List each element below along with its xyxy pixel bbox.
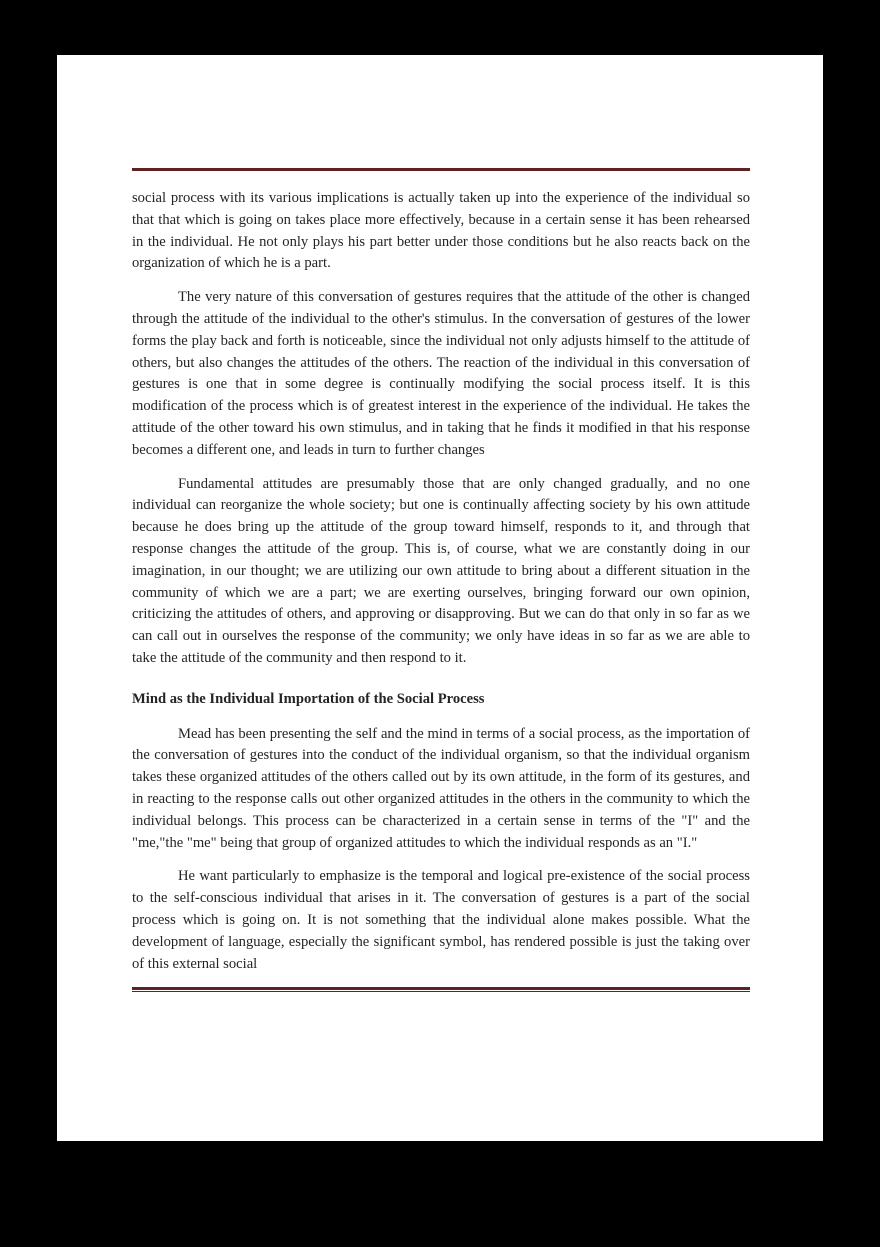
document-page	[57, 55, 823, 1141]
section-heading: Mind as the Individual Importation of the Social Process	[132, 690, 485, 707]
paragraph: He want particularly to emphasize is the temporal and logical pre-existence of the social process to the self-conscious individual that arises in it. The conversation of gestures is a part of the social process which is going on. It is not something that the individual alone makes possible. What the development of language, especially the significant symbol, has rendered possible is just the taking over of this external social	[132, 868, 750, 972]
top-rule	[132, 168, 750, 171]
paragraph: Mead has been presenting the self and the mind in terms of a social process, as the importation of the conversation of gestures into the conduct of the individual organism, so that the individual organism takes these organized attitudes of the others called out by its own attitude, in the form of its gestures, and in reacting to the response calls out other organized attitudes in the others in the community to which the individual belongs. This process can be characterized in a certain sense in terms of the "I" and the "me,"the "me" being that group of organized attitudes to which the individual responds as an "I."	[132, 725, 750, 851]
paragraph: Fundamental attitudes are presumably those that are only changed gradually, and no one individual can reorganize the whole society; but one is continually affecting society by his own attitude because he does bring up the attitude of the group toward himself, responds to it, and through that response changes the attitude of the group. This is, of course, what we are constantly doing in our imagination, in our thought; we are utilizing our own attitude to bring about a different situation in the community of which we are a part; we are exerting ourselves, bringing forward our own opinion, criticizing the attitudes of others, and approving or disapproving. But we can do that only in so far as we can call out in ourselves the response of the community; we only have ideas in so far as we are able to take the attitude of the community and then respond to it.	[132, 475, 750, 666]
bottom-rule	[132, 987, 750, 992]
paragraph: The very nature of this conversation of gestures requires that the attitude of the other is changed through the attitude of the individual to the other's stimulus. In the conversation of gestures of the lower forms the play back and forth is noticeable, since the individual not only adjusts himself to the attitude of others, but also changes the attitudes of the others. The reaction of the individual in this conversation of gestures is one that in some degree is continually modifying the social process itself. It is this modification of the process which is of greatest interest in the experience of the individual. He takes the attitude of the other toward his own stimulus, and in taking that he finds it modified in that his response becomes a different one, and leads in turn to further changes	[132, 289, 750, 458]
paragraph: social process with its various implications is actually taken up into the experience of the individual so that that which is going on takes place more effectively, because in a certain sense it has been rehearsed in the individual. He not only plays his part better under those conditions but he also reacts back on the organization of which he is a part.	[132, 190, 750, 272]
document-content	[132, 168, 750, 992]
